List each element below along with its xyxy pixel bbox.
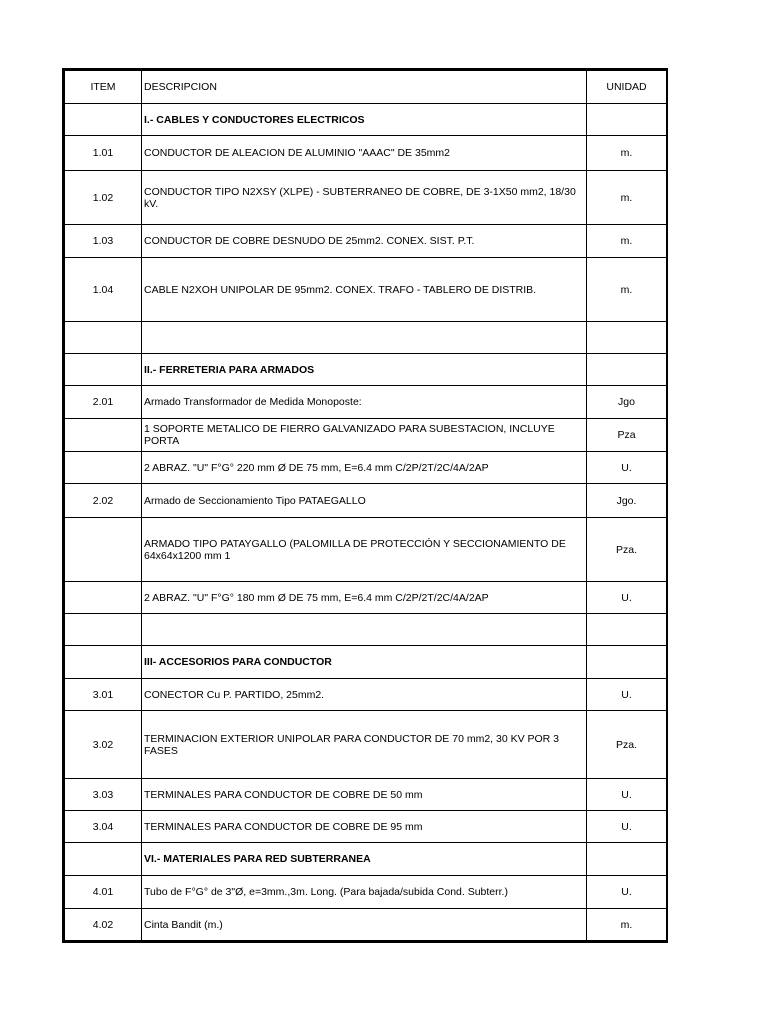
unit-cell: Pza: [587, 419, 667, 452]
item-cell: [65, 452, 142, 484]
unit-cell: U.: [587, 779, 667, 811]
table-row: [65, 136, 667, 171]
unit-cell: Jgo: [587, 386, 667, 419]
unit-cell: m.: [587, 909, 667, 941]
table-row: [65, 452, 667, 484]
item-cell: [65, 354, 142, 386]
unit-cell: [587, 614, 667, 646]
unit-cell: [587, 646, 667, 679]
description-cell: CONDUCTOR TIPO N2XSY (XLPE) - SUBTERRANEO DE COBRE, DE 3-1X50 mm2, 18/30 kV.: [142, 171, 587, 225]
unit-cell: m.: [587, 171, 667, 225]
description-cell: VI.- MATERIALES PARA RED SUBTERRANEA: [142, 843, 587, 876]
unit-cell: [587, 354, 667, 386]
item-cell: 3.04: [65, 811, 142, 843]
blank-row: [65, 614, 667, 646]
table-row: [65, 518, 667, 582]
unit-cell: [587, 322, 667, 354]
description-cell: Armado de Seccionamiento Tipo PATAEGALLO: [142, 484, 587, 518]
table-row: [65, 876, 667, 909]
table-row: [65, 484, 667, 518]
table-row: [65, 419, 667, 452]
item-cell: [65, 322, 142, 354]
table-row: [65, 582, 667, 614]
item-cell: 3.02: [65, 711, 142, 779]
description-cell: TERMINALES PARA CONDUCTOR DE COBRE DE 95 mm: [142, 811, 587, 843]
header-item: ITEM: [65, 71, 142, 104]
table-row: [65, 171, 667, 225]
item-cell: 3.01: [65, 679, 142, 711]
unit-cell: U.: [587, 582, 667, 614]
item-cell: 3.03: [65, 779, 142, 811]
item-cell: [65, 582, 142, 614]
unit-cell: [587, 104, 667, 136]
description-cell: TERMINACION EXTERIOR UNIPOLAR PARA CONDUCTOR DE 70 mm2, 30 KV POR 3 FASES: [142, 711, 587, 779]
description-cell: III- ACCESORIOS PARA CONDUCTOR: [142, 646, 587, 679]
table-row: [65, 258, 667, 322]
unit-cell: m.: [587, 136, 667, 171]
item-cell: 1.03: [65, 225, 142, 258]
unit-cell: Pza.: [587, 711, 667, 779]
unit-cell: U.: [587, 452, 667, 484]
item-cell: 4.02: [65, 909, 142, 941]
unit-cell: Jgo.: [587, 484, 667, 518]
section-row: [65, 843, 667, 876]
table-row: [65, 225, 667, 258]
unit-cell: U.: [587, 811, 667, 843]
description-cell: 2 ABRAZ. "U" F°G° 220 mm Ø DE 75 mm, E=6.4 mm C/2P/2T/2C/4A/2AP: [142, 452, 587, 484]
item-cell: [65, 104, 142, 136]
item-cell: [65, 843, 142, 876]
description-cell: CONDUCTOR DE ALEACION DE ALUMINIO "AAAC" DE 35mm2: [142, 136, 587, 171]
item-cell: [65, 614, 142, 646]
unit-cell: U.: [587, 679, 667, 711]
item-cell: [65, 646, 142, 679]
table-row: [65, 679, 667, 711]
materials-table: [63, 69, 667, 942]
section-row: [65, 354, 667, 386]
materials-grid: [64, 70, 667, 941]
description-cell: CONDUCTOR DE COBRE DESNUDO DE 25mm2. CONEX. SIST. P.T.: [142, 225, 587, 258]
section-row: [65, 104, 667, 136]
description-cell: II.- FERRETERIA PARA ARMADOS: [142, 354, 587, 386]
item-cell: 2.01: [65, 386, 142, 419]
description-cell: Cinta Bandit (m.): [142, 909, 587, 941]
unit-cell: Pza.: [587, 518, 667, 582]
description-cell: Armado Transformador de Medida Monoposte:: [142, 386, 587, 419]
description-cell: 2 ABRAZ. "U" F°G° 180 mm Ø DE 75 mm, E=6.4 mm C/2P/2T/2C/4A/2AP: [142, 582, 587, 614]
unit-cell: m.: [587, 258, 667, 322]
description-cell: TERMINALES PARA CONDUCTOR DE COBRE DE 50 mm: [142, 779, 587, 811]
blank-row: [65, 322, 667, 354]
unit-cell: m.: [587, 225, 667, 258]
header-descripcion: DESCRIPCION: [142, 71, 587, 104]
header-unidad: UNIDAD: [587, 71, 667, 104]
description-cell: [142, 614, 587, 646]
item-cell: 4.01: [65, 876, 142, 909]
description-cell: 1 SOPORTE METALICO DE FIERRO GALVANIZADO PARA SUBESTACION, INCLUYE PORTA: [142, 419, 587, 452]
item-cell: 1.04: [65, 258, 142, 322]
unit-cell: [587, 843, 667, 876]
item-cell: 1.02: [65, 171, 142, 225]
table-row: [65, 711, 667, 779]
description-cell: CONECTOR Cu P. PARTIDO, 25mm2.: [142, 679, 587, 711]
item-cell: 1.01: [65, 136, 142, 171]
header-row: [65, 71, 667, 104]
description-cell: Tubo de F°G° de 3"Ø, e=3mm.,3m. Long. (Para bajada/subida Cond. Subterr.): [142, 876, 587, 909]
description-cell: [142, 322, 587, 354]
item-cell: 2.02: [65, 484, 142, 518]
description-cell: ARMADO TIPO PATAYGALLO (PALOMILLA DE PROTECCIÓN Y SECCIONAMIENTO DE 64x64x1200 mm 1: [142, 518, 587, 582]
table-row: [65, 811, 667, 843]
description-cell: I.- CABLES Y CONDUCTORES ELECTRICOS: [142, 104, 587, 136]
section-row: [65, 646, 667, 679]
item-cell: [65, 419, 142, 452]
unit-cell: U.: [587, 876, 667, 909]
table-row: [65, 386, 667, 419]
table-row: [65, 909, 667, 941]
item-cell: [65, 518, 142, 582]
table-row: [65, 779, 667, 811]
description-cell: CABLE N2XOH UNIPOLAR DE 95mm2. CONEX. TRAFO - TABLERO DE DISTRIB.: [142, 258, 587, 322]
